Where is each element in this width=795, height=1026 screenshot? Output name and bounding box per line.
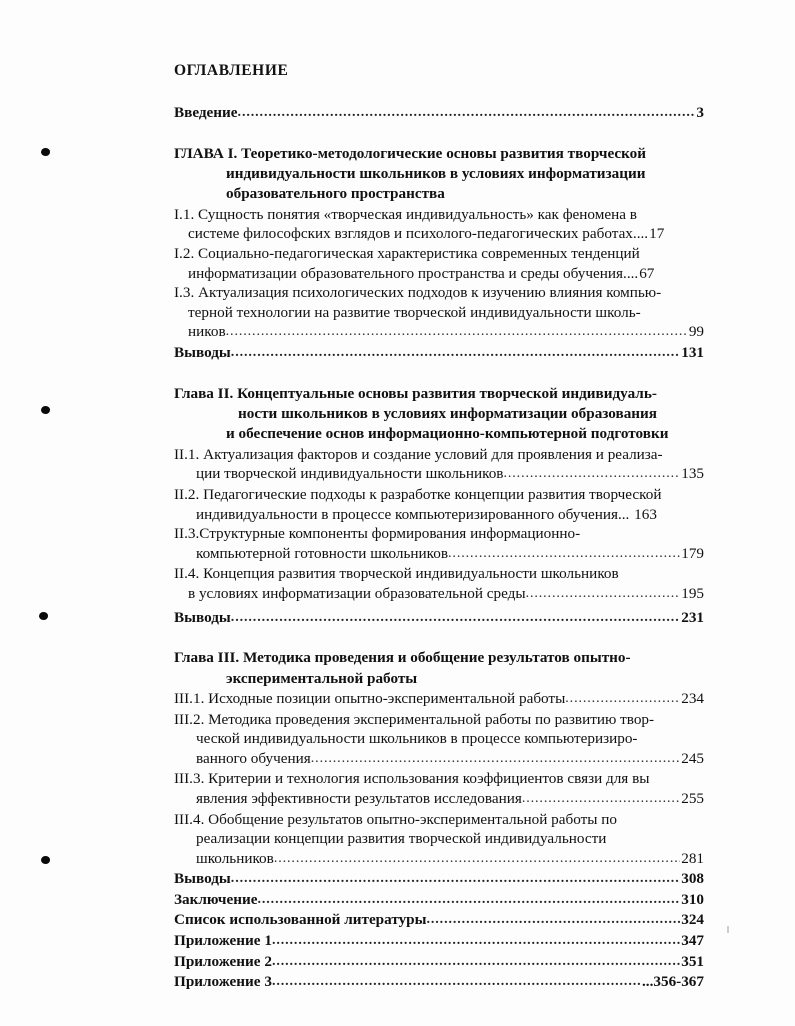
toc-entry-last-line <box>196 464 704 485</box>
toc-entry-line: терной технологии на развитие творческой индивидуальности школь- <box>188 303 641 321</box>
toc-label: индивидуальности в процессе компьютеризированного обучения <box>196 505 618 523</box>
toc-label: Введение <box>174 104 238 121</box>
toc-entry-last-line <box>196 505 704 525</box>
toc-entry-line: II.1. Актуализация факторов и создание условий для проявления и реализа- <box>174 445 663 463</box>
toc-page-number: 179 <box>681 544 704 562</box>
toc-entry-line: II.2. Педагогические подходы к разработке концепции развития творческой <box>174 485 662 503</box>
binding-punch-mark-1 <box>41 148 50 156</box>
toc-label: школьников <box>196 849 274 867</box>
toc-entry-3-1[interactable] <box>174 689 704 710</box>
toc-entry-conclusion[interactable] <box>174 890 704 911</box>
toc-label: системе философских взглядов и психолого-педагогических работах <box>188 225 633 243</box>
toc-entry-last-line <box>188 264 704 284</box>
binding-punch-mark-4 <box>41 856 50 864</box>
chapter-heading-line: образовательного пространства <box>226 185 445 203</box>
short-leader: .... <box>632 225 649 243</box>
chapter-heading-3 <box>174 648 704 689</box>
toc-entry-last-line <box>196 849 704 870</box>
toc-entry-line: II.3.Структурные компоненты формирования информационно- <box>174 525 581 543</box>
toc-page-number: 324 <box>681 911 704 929</box>
table-of-contents <box>174 62 704 993</box>
chapter-heading-line: Глава III. Методика проведения и обобщение результатов опытно- <box>174 649 631 667</box>
toc-entry-appendix-2[interactable] <box>174 952 704 973</box>
toc-page-number: 195 <box>681 584 704 602</box>
toc-label: в условиях информатизации образовательной среды <box>188 584 526 602</box>
toc-label: Приложение 3 <box>174 973 272 991</box>
toc-label: компьютерной готовности школьников <box>196 544 449 562</box>
chapter-heading-line: Глава II. Концептуальные основы развития творческой индивидуаль- <box>174 384 657 402</box>
toc-entry-introduction[interactable] <box>174 103 704 124</box>
chapter-heading-line: ГЛАВА I. Теоретико-методологические основы развития творческой <box>174 144 647 162</box>
dot-leader <box>231 343 680 363</box>
dot-leader <box>272 952 680 972</box>
toc-entry-line: ческой индивидуальности школьников в процессе компьютеризиро- <box>196 730 638 748</box>
toc-page-number: 231 <box>681 608 704 626</box>
toc-page-number: 308 <box>681 870 704 888</box>
toc-entry-appendix-1[interactable] <box>174 931 704 952</box>
spacer <box>174 124 704 144</box>
short-leader: .... <box>623 264 639 282</box>
toc-page-number: 163 <box>634 505 657 523</box>
chapter-heading-line: ности школьников в условиях информатизации образования <box>238 404 658 422</box>
toc-entry-2-2[interactable] <box>174 485 704 524</box>
toc-page-number: 99 <box>688 323 704 341</box>
chapter-heading-line: и обеспечение основ информационно-компьютерной подготовки <box>226 425 669 443</box>
chapter-heading-2 <box>174 384 704 445</box>
chapter-heading-line: экспериментальной работы <box>226 669 418 687</box>
dot-leader <box>274 849 680 869</box>
toc-entry-appendix-3[interactable] <box>174 972 704 993</box>
toc-entry-line: III.4. Обобщение результатов опытно-экспериментальной работы по <box>174 810 617 828</box>
dot-leader <box>257 890 680 910</box>
toc-entry-1-2[interactable] <box>174 244 704 283</box>
dot-leader <box>272 972 641 992</box>
spacer <box>174 364 704 384</box>
toc-entry-line: III.3. Критерии и технология использования коэффициентов связи для вы <box>174 770 650 788</box>
toc-entry-bibliography[interactable] <box>174 910 704 931</box>
toc-page-number: 351 <box>681 952 704 970</box>
toc-entry-line: I.2. Социально-педагогическая характеристика современных тенденций <box>174 245 640 262</box>
binding-punch-mark-3 <box>39 612 48 620</box>
dot-leader <box>272 931 680 951</box>
dot-leader <box>231 608 680 628</box>
dot-leader <box>522 789 680 809</box>
toc-entry-line: III.2. Методика проведения экспериментальной работы по развитию твор- <box>174 710 655 728</box>
short-leader: ... <box>617 505 634 523</box>
scan-speckle <box>727 926 729 933</box>
toc-page-number: 281 <box>681 849 704 867</box>
toc-label: ции творческой индивидуальности школьников <box>196 465 504 483</box>
toc-label: Выводы <box>174 343 231 361</box>
toc-label: ванного обучения <box>196 749 311 767</box>
toc-entry-last-line <box>188 584 704 605</box>
toc-page-number: ...356-367 <box>641 973 704 991</box>
toc-label: явления эффективности результатов исследования <box>196 789 522 807</box>
toc-page-number: 135 <box>681 465 704 483</box>
binding-punch-mark-2 <box>41 406 50 414</box>
dot-leader <box>448 544 680 564</box>
page-title: ОГЛАВЛЕНИЕ <box>174 62 289 79</box>
dot-leader <box>565 689 680 709</box>
chapter-heading-1 <box>174 144 704 205</box>
toc-label: Заключение <box>174 890 258 908</box>
toc-label: Приложение 2 <box>174 952 272 970</box>
dot-leader <box>503 464 680 484</box>
toc-entry-1-1[interactable] <box>174 205 704 244</box>
toc-label: Выводы <box>174 870 231 888</box>
toc-page-number: 17 <box>649 225 665 243</box>
toc-page-number: 131 <box>681 343 704 361</box>
toc-entry-line: реализации концепции развития творческой индивидуальности <box>196 830 607 848</box>
toc-entry-3-3[interactable] <box>174 769 704 809</box>
toc-label: Приложение 1 <box>174 932 272 950</box>
toc-entry-3-2[interactable] <box>174 710 704 770</box>
dot-leader <box>526 584 681 604</box>
toc-entry-chapter1-conclusions[interactable] <box>174 343 704 364</box>
toc-entry-last-line <box>196 749 704 770</box>
spacer <box>174 628 704 648</box>
toc-entry-line: II.4. Концепция развития творческой индивидуальности школьников <box>174 565 619 583</box>
toc-page-number: 347 <box>681 932 704 950</box>
toc-entry-last-line <box>196 544 704 565</box>
toc-page-number: 3 <box>696 104 704 121</box>
toc-entry-chapter2-conclusions[interactable] <box>174 608 704 629</box>
toc-page-number: 245 <box>681 749 704 767</box>
toc-label: III.1. Исходные позиции опытно-экспериментальной работы <box>174 689 566 707</box>
toc-entry-last-line <box>188 224 704 244</box>
toc-entry-last-line <box>188 322 704 343</box>
dot-leader <box>231 869 680 889</box>
toc-page-number: 255 <box>681 789 704 807</box>
toc-page-number: 310 <box>681 890 704 908</box>
dot-leader <box>426 910 680 930</box>
dot-leader <box>238 103 696 123</box>
toc-entry-3-4[interactable] <box>174 810 704 870</box>
toc-page-number: 234 <box>681 689 704 707</box>
toc-entry-2-4[interactable] <box>174 564 704 604</box>
toc-label: Выводы <box>174 608 231 626</box>
toc-label: ников <box>188 323 226 341</box>
toc-entry-2-3[interactable] <box>174 524 704 564</box>
toc-entry-line: I.1. Сущность понятия «творческая индивидуальность» как феномена в <box>174 205 637 223</box>
chapter-heading-line: индивидуальности школьников в условиях информатизации <box>226 165 646 182</box>
toc-entry-2-1[interactable] <box>174 445 704 485</box>
toc-entry-chapter3-conclusions[interactable] <box>174 869 704 890</box>
toc-entry-last-line <box>196 789 704 810</box>
toc-label: Список использованной литературы <box>174 911 427 929</box>
toc-entry-1-3[interactable] <box>174 283 704 343</box>
toc-page-number: 67 <box>639 264 655 282</box>
dot-leader <box>226 322 688 342</box>
dot-leader <box>311 749 680 769</box>
toc-label: информатизации образовательного пространства и среды обучения <box>188 264 624 282</box>
toc-entry-line: I.3. Актуализация психологических подходов к изучению влияния компью- <box>174 284 662 302</box>
